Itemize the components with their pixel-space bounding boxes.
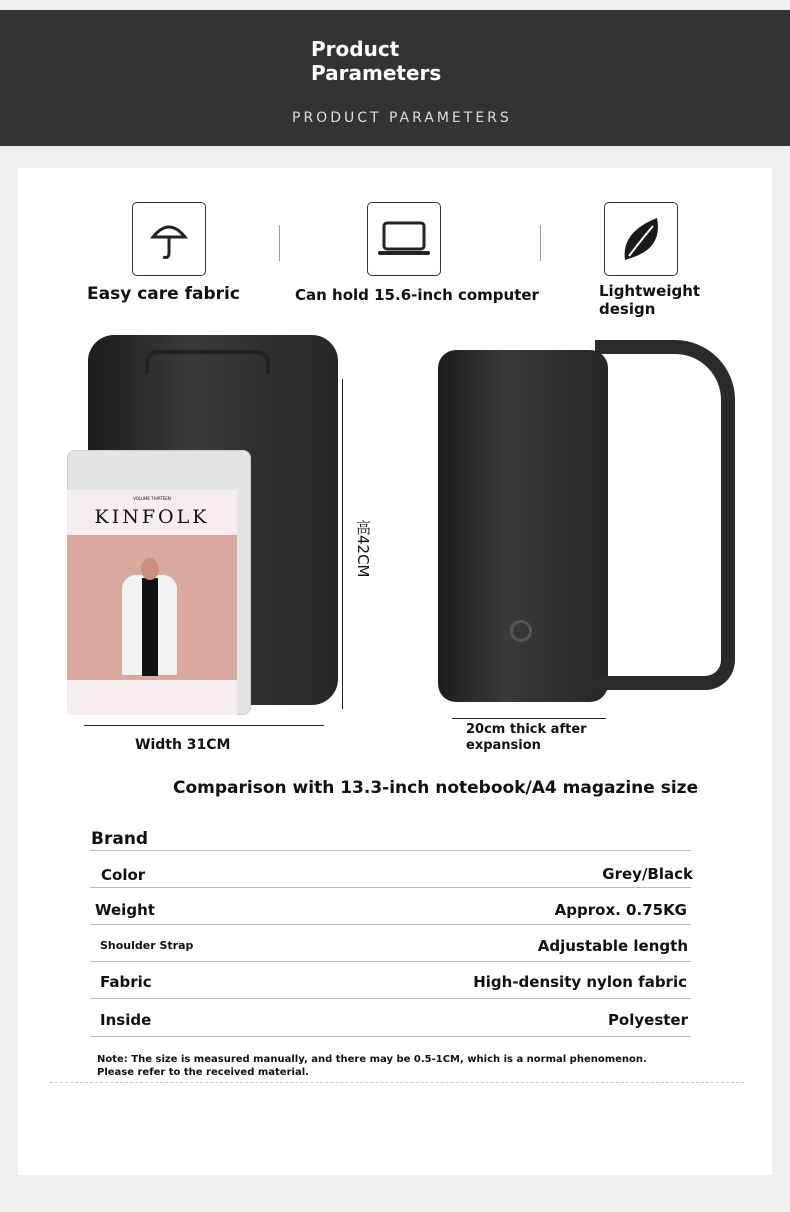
backpack-side-image: [438, 350, 608, 702]
header-banner: [0, 10, 790, 146]
feature-label: Can hold 15.6-inch computer: [295, 286, 539, 304]
spec-row-inside: Inside Polyester: [90, 999, 691, 1037]
spec-row-shoulder-strap: Shoulder Strap Adjustable length: [90, 925, 691, 962]
height-measure-line: [342, 379, 343, 709]
leaf-icon: [604, 202, 678, 276]
size-note: Note: The size is measured manually, and there may be 0.5-1CM, which is a normal phenomenon. Please refer to the received material.: [97, 1054, 647, 1078]
spec-row-weight: Weight Approx. 0.75KG: [90, 888, 691, 925]
feature-label: Easy care fabric: [87, 284, 240, 304]
laptop-icon: [367, 202, 441, 276]
feature-label: Lightweight design: [599, 282, 701, 318]
magazine-image: [67, 490, 237, 715]
backpack-handle: [145, 350, 270, 374]
page-title: Product Parameters: [311, 37, 442, 85]
spec-row-color: Color Grey/Black: [90, 851, 691, 888]
width-measure-line: [84, 725, 324, 726]
umbrella-icon: [132, 202, 206, 276]
thickness-measure-line: [452, 718, 606, 719]
magazine-title: KINFOLK: [94, 506, 210, 528]
thickness-label: 20cm thick after expansion: [466, 722, 587, 753]
magazine-volume: VOLUME THIRTEEN: [133, 496, 171, 501]
comparison-caption: Comparison with 13.3-inch notebook/A4 magazine size: [173, 778, 699, 798]
dashed-divider: [50, 1082, 744, 1083]
page-subtitle: PRODUCT PARAMETERS: [292, 110, 512, 126]
divider: [279, 225, 280, 261]
spec-row-brand: Brand: [90, 826, 691, 851]
backpack-strap: [595, 340, 735, 690]
height-label: 高42CM: [354, 520, 372, 578]
width-label: Width 31CM: [135, 737, 231, 753]
divider: [540, 225, 541, 261]
spec-row-fabric: Fabric High-density nylon fabric: [90, 962, 691, 999]
usb-port-icon: [510, 620, 532, 642]
